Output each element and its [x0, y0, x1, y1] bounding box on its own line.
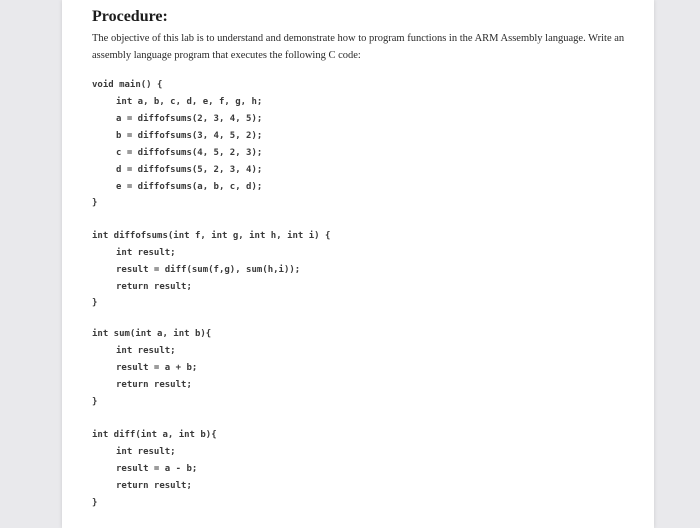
intro-paragraph: The objective of this lab is to understand and demonstrate how to program functions in the ARM Assembly language. Write an assembly language program that executes the following C code: — [92, 33, 625, 61]
code-line: return result; — [116, 481, 192, 491]
code-line: c = diffofsums(4, 5, 2, 3); — [116, 148, 263, 158]
main-function-close: } — [92, 198, 98, 208]
code-line: int a, b, c, d, e, f, g, h; — [116, 97, 263, 107]
sum-function-header: int sum(int a, int b){ — [92, 329, 212, 339]
code-line: d = diffofsums(5, 2, 3, 4); — [116, 165, 263, 175]
code-line: int result; — [116, 447, 176, 457]
code-line: e = diffofsums(a, b, c, d); — [116, 182, 263, 192]
code-line: int result; — [116, 346, 176, 356]
diff-function-close: } — [92, 498, 98, 508]
diffofsums-function-header: int diffofsums(int f, int g, int h, int i) { — [92, 231, 331, 241]
code-line: b = diffofsums(3, 4, 5, 2); — [116, 131, 263, 141]
code-line: result = a + b; — [116, 363, 198, 373]
code-line: int result; — [116, 248, 176, 258]
document-page — [62, 0, 654, 528]
sum-function-close: } — [92, 397, 98, 407]
code-line: result = diff(sum(f,g), sum(h,i)); — [116, 265, 301, 275]
diff-function-header: int diff(int a, int b){ — [92, 430, 217, 440]
main-function-header: void main() { — [92, 80, 163, 90]
procedure-heading: Procedure: — [92, 8, 168, 25]
diffofsums-function-close: } — [92, 298, 98, 308]
code-line: return result; — [116, 380, 192, 390]
code-line: a = diffofsums(2, 3, 4, 5); — [116, 114, 263, 124]
code-line: result = a - b; — [116, 464, 198, 474]
code-line: return result; — [116, 282, 192, 292]
